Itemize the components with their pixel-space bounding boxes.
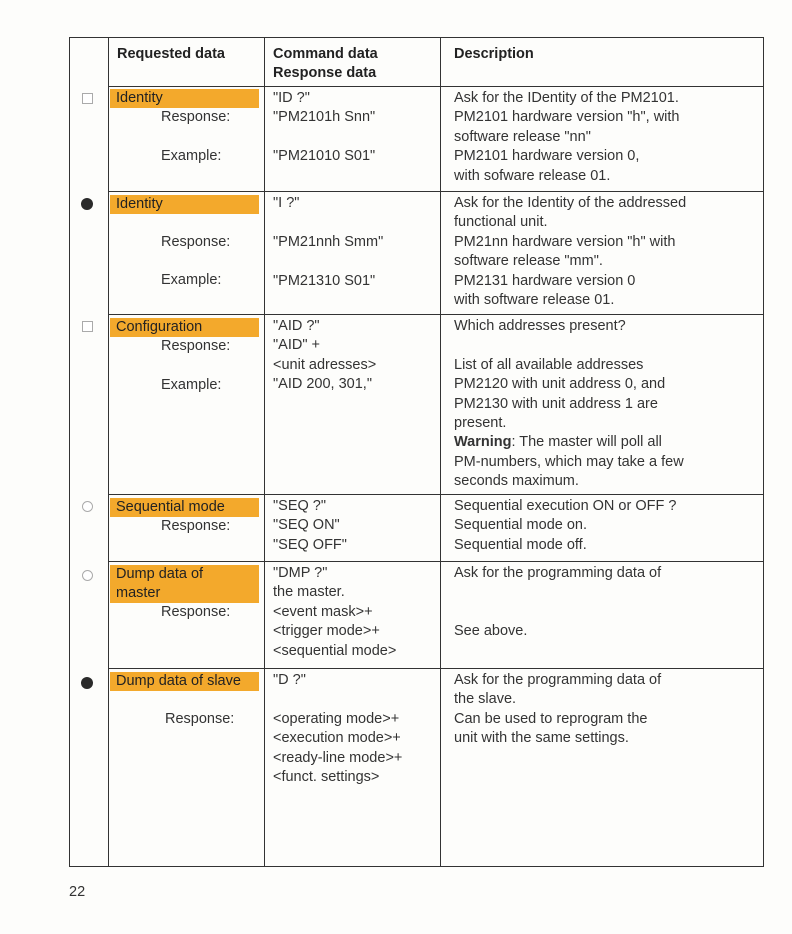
response-label: Response:	[165, 711, 235, 727]
description-cell: Which addresses present? List of all available addresses PM2120 with unit address 0, and PM2130 with unit address 1 are present. Warning: The master will poll all PM-numbers, which may take a few seconds maximum.	[454, 318, 684, 490]
command-cell: "DMP ?" the master. <event mask>+ <trigger mode>+ <sequential mode>	[273, 565, 397, 659]
row-divider	[108, 494, 763, 495]
request-title: Identity	[110, 89, 259, 108]
header-command-data: Command data	[273, 46, 378, 62]
description-cell: Ask for the Identity of the addressed functional unit. PM21nn hardware version "h" with software release "mm". PM2131 hardware version 0 with software release 01.	[454, 195, 687, 309]
column-divider	[440, 38, 441, 866]
header-response-data: Response data	[273, 65, 377, 81]
filled-dot-icon	[81, 198, 93, 210]
command-cell: "SEQ ?" "SEQ ON" "SEQ OFF"	[273, 498, 347, 553]
request-title: Sequential mode	[110, 498, 259, 517]
open-square-icon	[82, 93, 93, 104]
page-number: 22	[69, 884, 86, 900]
row-divider	[108, 191, 763, 192]
header-description: Description	[454, 46, 534, 62]
example-label: Example:	[161, 377, 222, 393]
description-cell: Ask for the programming data of the slave. Can be used to reprogram the unit with the same settings.	[454, 672, 662, 747]
row-divider	[108, 314, 763, 315]
column-divider	[264, 38, 265, 866]
row-divider	[108, 561, 763, 562]
example-label: Example:	[161, 272, 222, 288]
request-title: Dump data of master	[110, 565, 259, 603]
example-label: Example:	[161, 148, 222, 164]
response-label: Response:	[161, 338, 231, 354]
header-requested-data: Requested data	[117, 46, 225, 62]
response-label: Response:	[161, 109, 231, 125]
response-label: Response:	[161, 604, 231, 620]
open-circle-icon	[82, 570, 93, 581]
command-cell: "D ?" <operating mode>+ <execution mode>+ <ready-line mode>+ <funct. settings>	[273, 672, 403, 786]
request-title: Configuration	[110, 318, 259, 337]
command-cell: "ID ?" "PM2101h Snn" "PM21010 S01"	[273, 90, 376, 165]
command-cell: "AID ?" "AID" + <unit adresses> "AID 200, 301,"	[273, 318, 377, 393]
row-divider	[108, 86, 763, 87]
description-cell: Sequential execution ON or OFF ? Sequential mode on. Sequential mode off.	[454, 498, 677, 553]
open-square-icon	[82, 321, 93, 332]
description-cell: Ask for the IDentity of the PM2101. PM2101 hardware version "h", with software release "nn" PM2101 hardware version 0, with sofware release 01.	[454, 90, 680, 184]
request-title: Identity	[110, 195, 259, 214]
response-label: Response:	[161, 518, 231, 534]
row-divider	[108, 668, 763, 669]
warning-label: Warning	[454, 434, 512, 451]
column-divider	[108, 38, 109, 866]
description-cell: Ask for the programming data of See above.	[454, 565, 662, 640]
command-cell: "I ?" "PM21nnh Smm" "PM21310 S01"	[273, 195, 384, 289]
open-circle-icon	[82, 501, 93, 512]
request-title: Dump data of slave	[110, 672, 259, 691]
response-label: Response:	[161, 234, 231, 250]
filled-dot-icon	[81, 677, 93, 689]
command-table	[69, 37, 764, 867]
